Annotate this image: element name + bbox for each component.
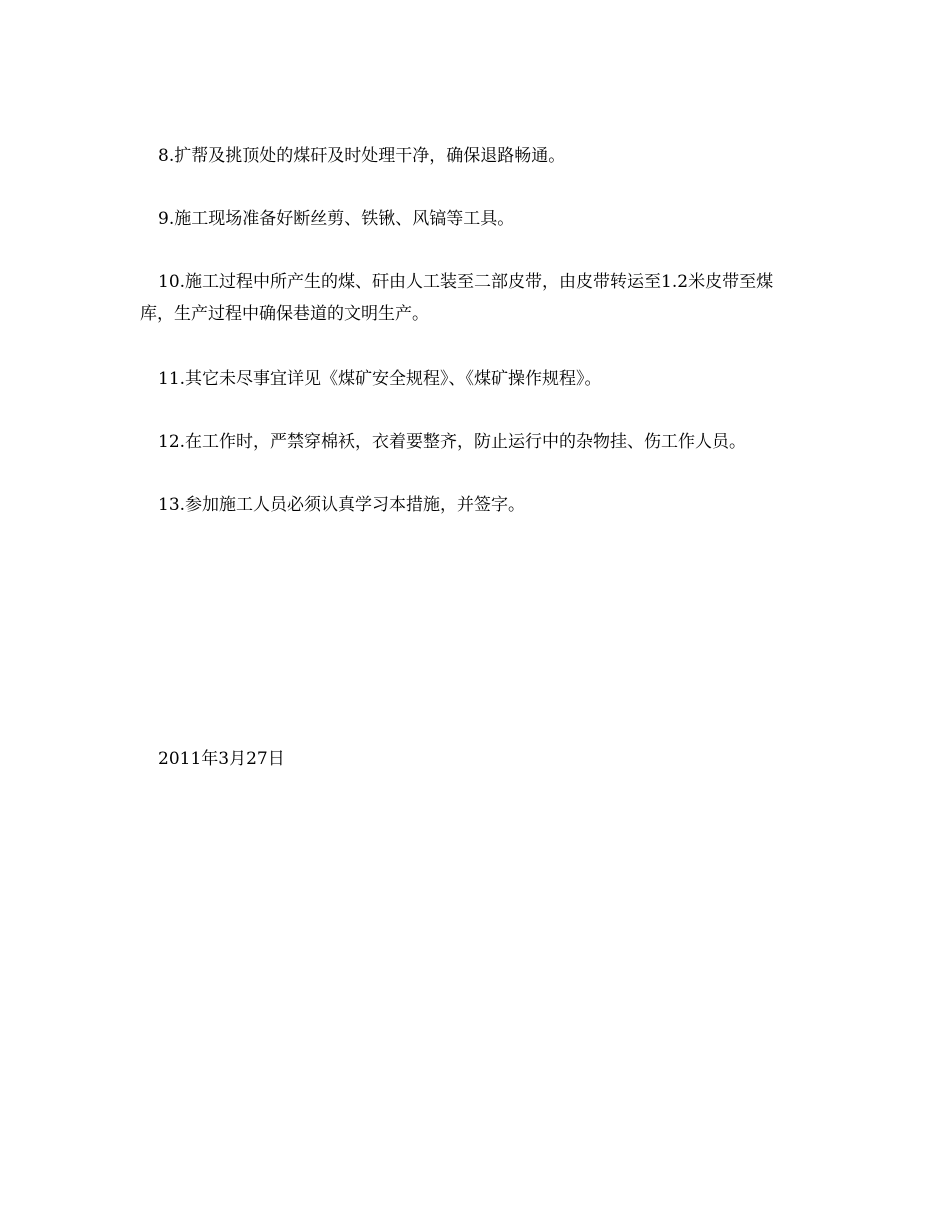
paragraph-item-8: 8.扩帮及挑顶处的煤矸及时处理干净，确保退路畅通。 (158, 146, 566, 166)
paragraph-item-11: 11.其它未尽事宜详见《煤矿安全规程》、《煤矿操作规程》。 (158, 369, 602, 389)
paragraph-item-12: 12.在工作时，严禁穿棉袄，衣着要整齐，防止运行中的杂物挂、伤工作人员。 (158, 432, 747, 452)
paragraph-item-13: 13.参加施工人员必须认真学习本措施，并签字。 (158, 495, 526, 515)
paragraph-item-9: 9.施工现场准备好断丝剪、铁锹、风镐等工具。 (158, 209, 515, 229)
document-date: 2011年3月27日 (158, 749, 285, 769)
paragraph-item-10: 10.施工过程中所产生的煤、矸由人工装至二部皮带，由皮带转运至1.2米皮带至煤库，生产过程中确保巷道的文明生产。 (140, 272, 774, 324)
